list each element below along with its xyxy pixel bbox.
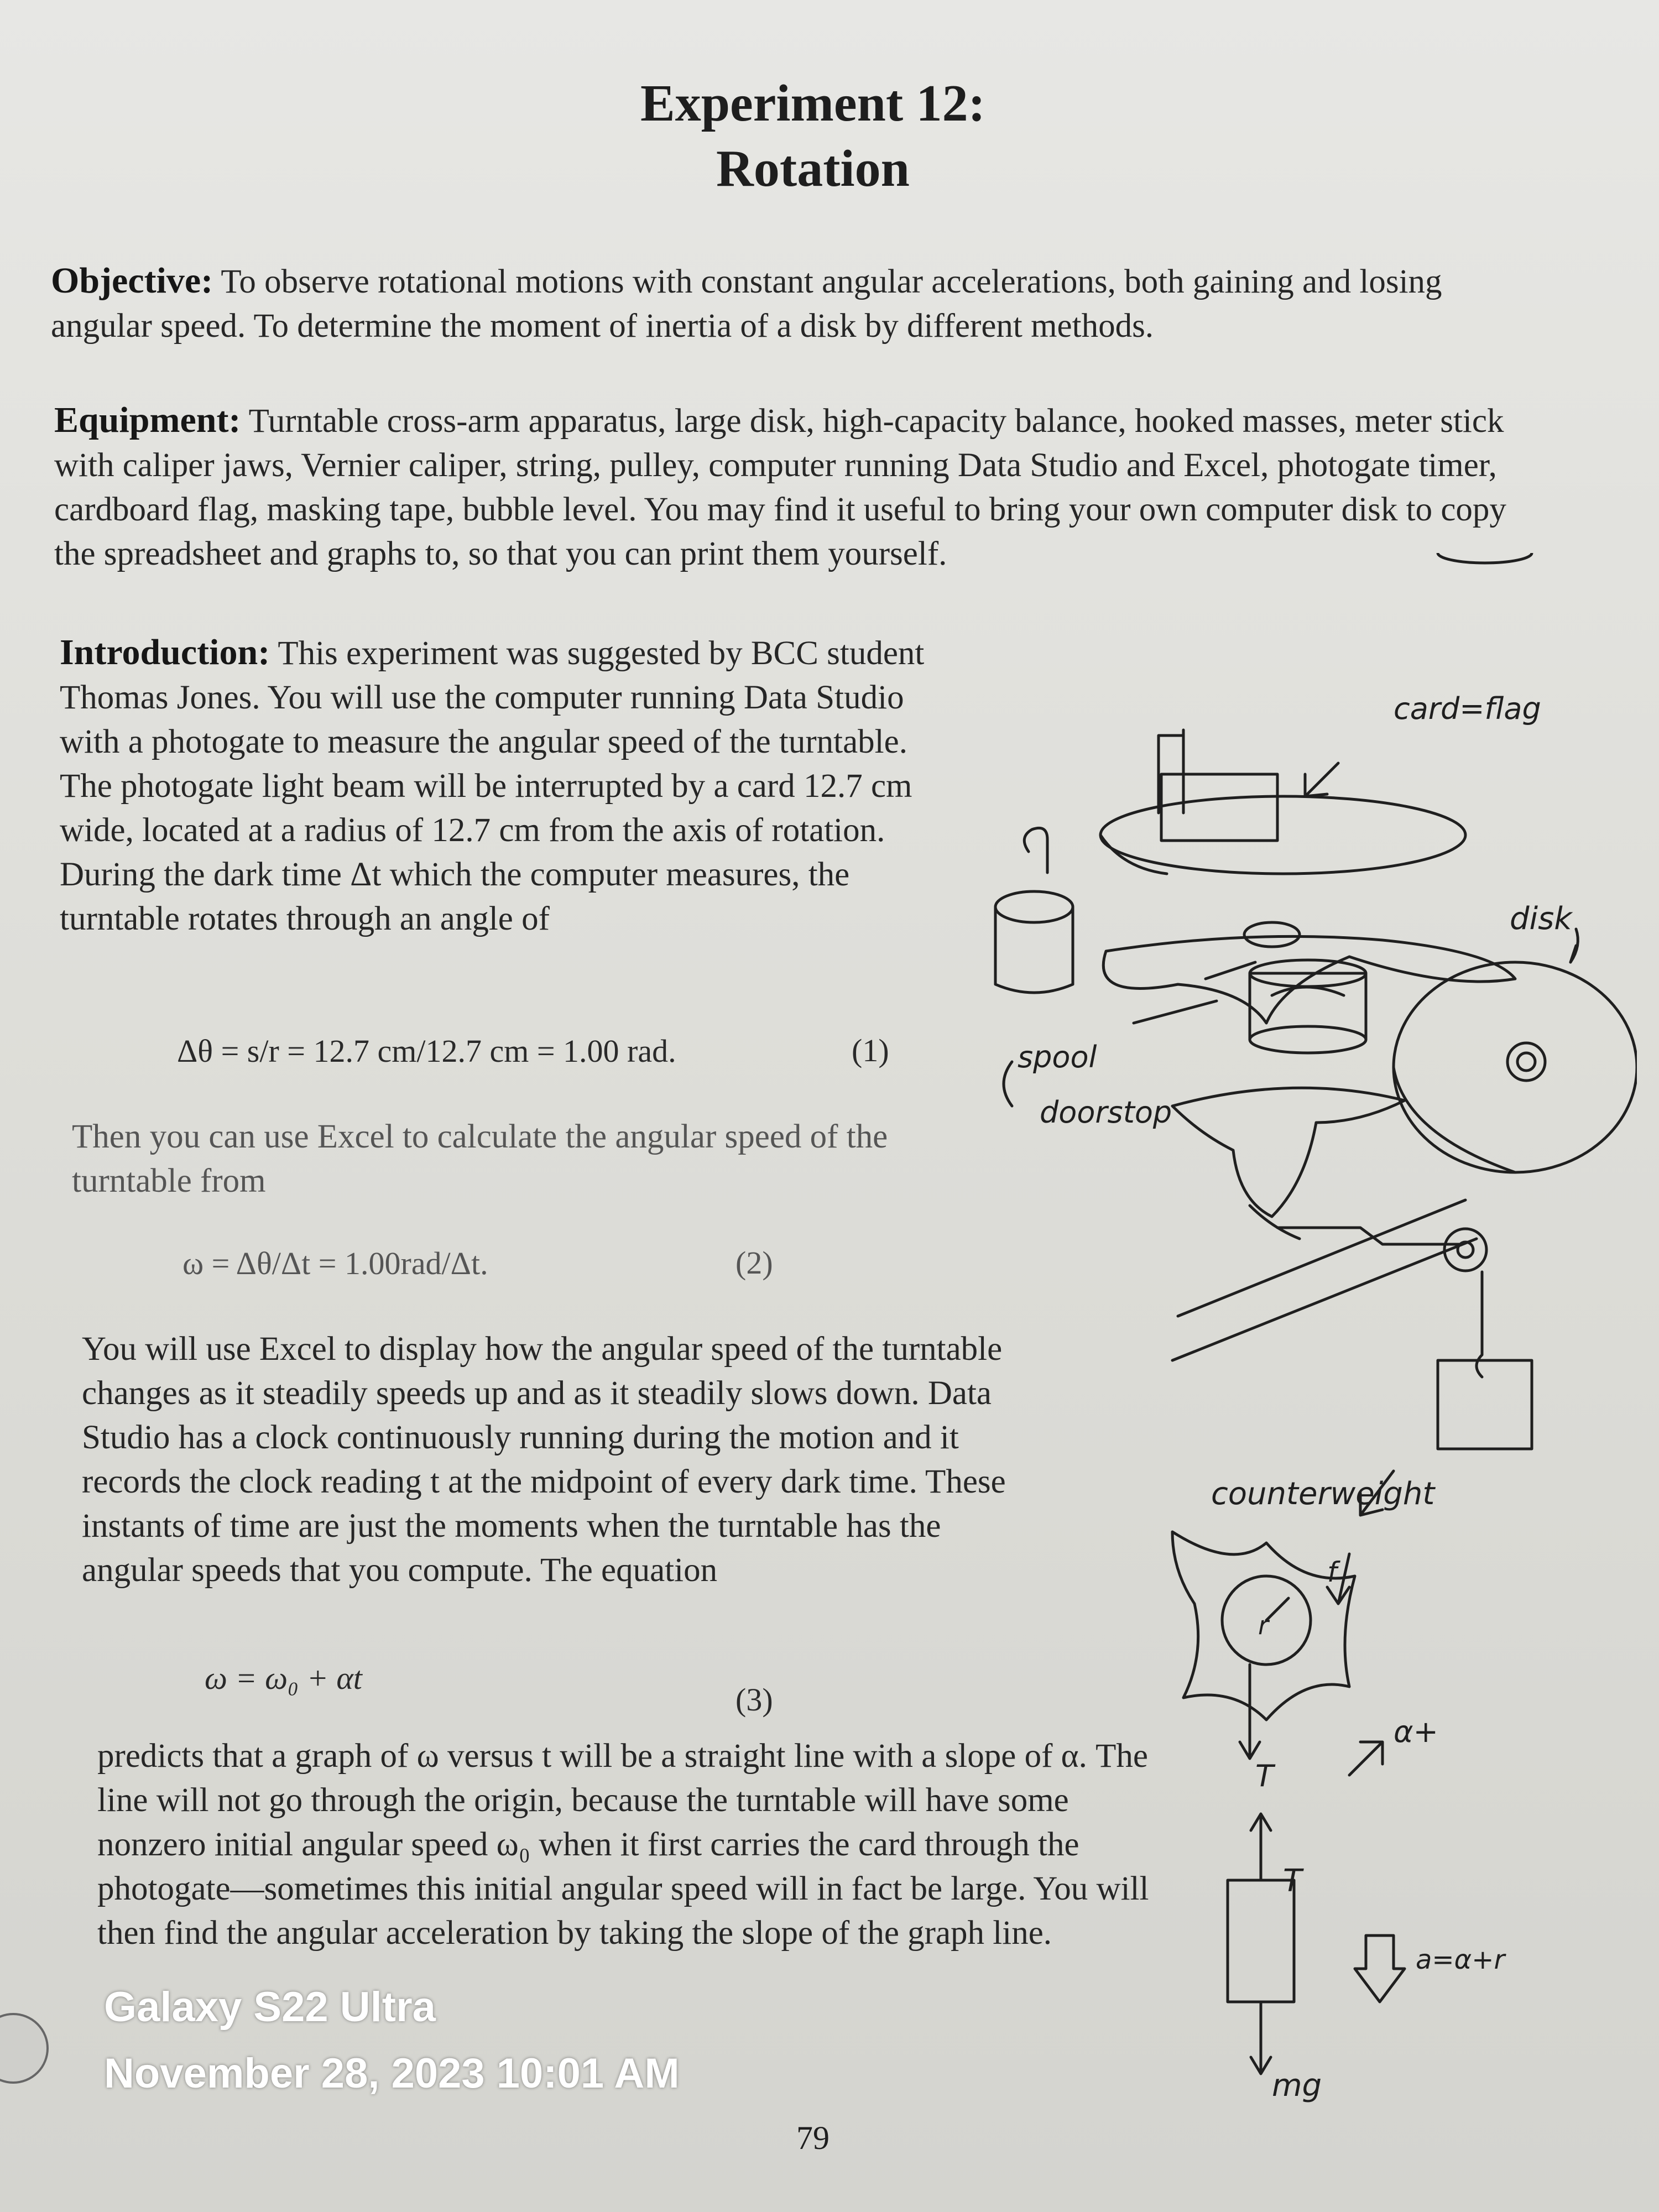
equipment-paragraph bbox=[54, 398, 1542, 576]
label-r: r bbox=[1258, 1610, 1269, 1640]
introduction-paragraph bbox=[60, 630, 967, 941]
introduction-text: This experiment was suggested by BCC student Thomas Jones. You will use the computer running Data Studio with a photogate to measure the angular speed of the turntable. The photogate light beam will be interrupted by a card 12.7 cm wide, located at a radius of 12.7 cm from the axis of rotation. During the dark time Δt which the computer measures, the turntable rotates through an angle of bbox=[60, 635, 925, 937]
equation-1-number: (1) bbox=[852, 1032, 889, 1068]
label-disk: disk bbox=[1510, 901, 1572, 937]
photo-datetime-stamp: November 28, 2023 10:01 AM bbox=[104, 2050, 680, 2097]
equation-2: ω = Δθ/Δt = 1.00rad/Δt. bbox=[182, 1245, 488, 1281]
label-spool: spool bbox=[1018, 1040, 1097, 1074]
equipment-label: Equipment: bbox=[54, 400, 241, 440]
objective-paragraph bbox=[51, 259, 1544, 348]
introduction-label: Introduction: bbox=[60, 632, 270, 672]
page-title bbox=[553, 71, 1073, 201]
equation-2-number: (2) bbox=[735, 1245, 773, 1281]
label-tension-1: T bbox=[1255, 1759, 1274, 1793]
paragraph-4: predicts that a graph of ω versus t will be a straight line with a slope of α. The line will not go through the origin, because the turntable will have some nonzero initial angular speed ω₀ when it first carries the card through the photogate—sometimes this initial angular speed will in fact be large. You will then find the angular acceleration by taking the slope of the graph line. bbox=[97, 1738, 1149, 1952]
equation-1: Δθ = s/r = 12.7 cm/12.7 cm = 1.00 rad. bbox=[177, 1033, 676, 1069]
paragraph-3: You will use Excel to display how the angular speed of the turntable changes as it steadily speeds up and as it steadily slows down. Data Studio has a clock continuously running during the motion and it records the clock reading t at the midpoint of every dark time. These instants of time are just the moments when the turntable has the angular speeds that you compute. The equation bbox=[82, 1331, 1006, 1589]
label-card-flag: card=flag bbox=[1394, 691, 1541, 726]
equation-3: ω = ω₀ + αt bbox=[205, 1660, 362, 1696]
paragraph-2: Then you can use Excel to calculate the angular speed of the turntable from bbox=[72, 1118, 888, 1199]
label-tension-2: T bbox=[1283, 1863, 1302, 1899]
label-mg: mg bbox=[1272, 2068, 1322, 2104]
objective-text: To observe rotational motions with constant angular accelerations, both gaining and losing angular speed. To determine the moment of inertia of a disk by different methods. bbox=[51, 263, 1442, 345]
equation-3-number: (3) bbox=[735, 1682, 773, 1718]
title-line-2: Rotation bbox=[716, 140, 910, 197]
binder-hole bbox=[0, 2013, 49, 2084]
apparatus-sketch bbox=[940, 553, 1637, 2118]
equipment-text: Turntable cross-arm apparatus, large disk, high-capacity balance, hooked masses, meter stick with caliper jaws, Vernier caliper, string, pulley, computer running Data Studio and Excel, photogate timer, cardboard flag, masking tape, bubble level. You may find it useful to bring your own computer disk to copy the spreadsheet and graphs to, so that you can print them yourself. bbox=[54, 403, 1506, 572]
photo-device-stamp: Galaxy S22 Ultra bbox=[104, 1984, 436, 2031]
label-acceleration: a=α+r bbox=[1416, 1944, 1505, 1975]
label-alpha: α+ bbox=[1394, 1714, 1438, 1749]
label-f: f bbox=[1327, 1556, 1337, 1588]
hook-shape bbox=[1024, 828, 1047, 873]
label-doorstop: doorstop bbox=[1040, 1095, 1172, 1130]
label-counterweight: counterweight bbox=[1211, 1476, 1435, 1512]
objective-label: Objective: bbox=[51, 260, 213, 301]
title-line-1: Experiment 12: bbox=[640, 75, 985, 132]
page-number: 79 bbox=[796, 2120, 830, 2156]
